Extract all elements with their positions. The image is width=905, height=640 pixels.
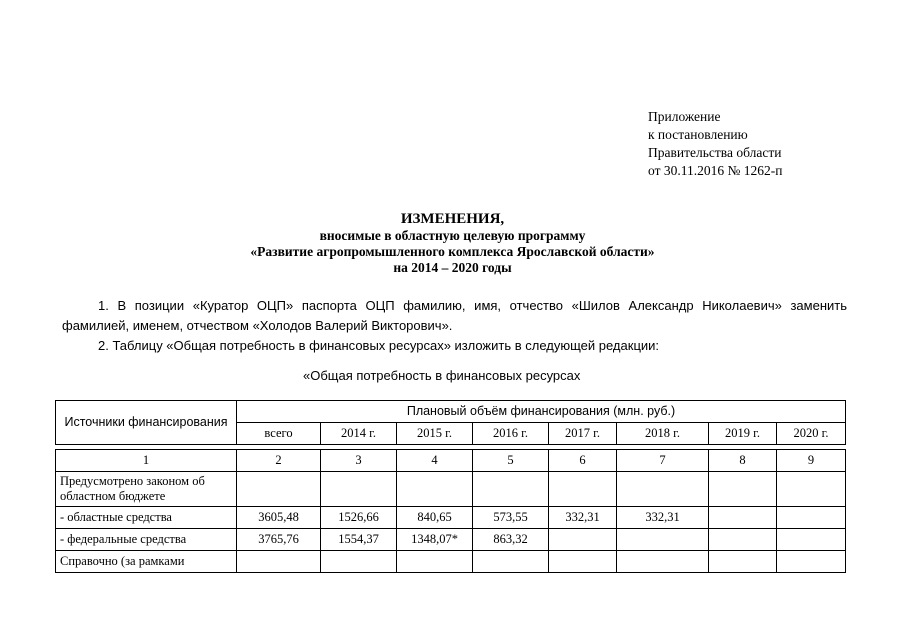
table-cell [237, 551, 321, 573]
table-cell [709, 472, 777, 507]
table-cell [617, 529, 709, 551]
year-header: 2019 г. [709, 423, 777, 445]
table-cell: 863,32 [473, 529, 549, 551]
table-cell [617, 472, 709, 507]
heading-line: вносимые в областную целевую программу [319, 228, 586, 243]
appendix-block [648, 108, 782, 180]
body-text [62, 296, 847, 356]
table-row [56, 472, 846, 507]
table-cell [397, 551, 473, 573]
column-number: 1 [56, 450, 237, 472]
column-number: 8 [709, 450, 777, 472]
document-title: ИЗМЕНЕНИЯ, [400, 211, 505, 227]
table-cell [777, 472, 846, 507]
table-cell: 3765,76 [237, 529, 321, 551]
column-number: 5 [473, 450, 549, 472]
appendix-line: Приложение [648, 109, 721, 124]
table-cell [549, 551, 617, 573]
source-header: Источники финансирования [56, 401, 237, 445]
table-cell: 332,31 [549, 507, 617, 529]
year-header: 2014 г. [321, 423, 397, 445]
table-cell [237, 472, 321, 507]
table-cell: 332,31 [617, 507, 709, 529]
year-header: 2018 г. [617, 423, 709, 445]
appendix-line: от 30.11.2016 № 1262-п [648, 163, 783, 178]
heading-line: на 2014 – 2020 годы [393, 260, 512, 275]
column-number: 2 [237, 450, 321, 472]
column-number: 7 [617, 450, 709, 472]
document-heading [0, 210, 905, 276]
appendix-line: к постановлению [648, 127, 748, 142]
year-header: 2016 г. [473, 423, 549, 445]
table-cell [473, 551, 549, 573]
row-label: - областные средства [56, 507, 237, 529]
row-label: Предусмотрено законом об областном бюджете [56, 472, 237, 507]
table-cell [709, 507, 777, 529]
year-header: 2020 г. [777, 423, 846, 445]
table-cell: 1554,37 [321, 529, 397, 551]
table-cell: 1526,66 [321, 507, 397, 529]
table-cell: 1348,07* [397, 529, 473, 551]
table-cell [709, 551, 777, 573]
table-cell [321, 472, 397, 507]
table-caption: «Общая потребность в финансовых ресурсах [303, 368, 581, 383]
table-cell [549, 472, 617, 507]
year-header: всего [237, 423, 321, 445]
table-cell [617, 551, 709, 573]
planned-header: Плановый объём финансирования (млн. руб.) [237, 401, 846, 423]
financing-table [55, 400, 846, 573]
table-cell [473, 472, 549, 507]
table-cell [777, 551, 846, 573]
table-row [56, 551, 846, 573]
table-cell: 573,55 [473, 507, 549, 529]
table-cell [549, 529, 617, 551]
table-row [56, 529, 846, 551]
year-header: 2017 г. [549, 423, 617, 445]
table-cell: 840,65 [397, 507, 473, 529]
table-cell [777, 529, 846, 551]
table-cell [397, 472, 473, 507]
column-number: 6 [549, 450, 617, 472]
paragraph-2: 2. Таблицу «Общая потребность в финансовых ресурсах» изложить в следующей редакции: [98, 338, 660, 353]
row-label: Справочно (за рамками [56, 551, 237, 573]
table-row [56, 507, 846, 529]
year-header: 2015 г. [397, 423, 473, 445]
appendix-line: Правительства области [648, 145, 782, 160]
column-number: 3 [321, 450, 397, 472]
row-label: - федеральные средства [56, 529, 237, 551]
column-number: 9 [777, 450, 846, 472]
heading-line: «Развитие агропромышленного комплекса Ярославской области» [250, 244, 655, 259]
table-cell [321, 551, 397, 573]
table-cell [777, 507, 846, 529]
table-cell [709, 529, 777, 551]
column-number: 4 [397, 450, 473, 472]
table-cell: 3605,48 [237, 507, 321, 529]
paragraph-1: 1. В позиции «Куратор ОЦП» паспорта ОЦП фамилию, имя, отчество «Шилов Александр Николаевич» заменить фамилией, именем, отчеством «Холодов Валерий Викторович». [62, 298, 847, 333]
